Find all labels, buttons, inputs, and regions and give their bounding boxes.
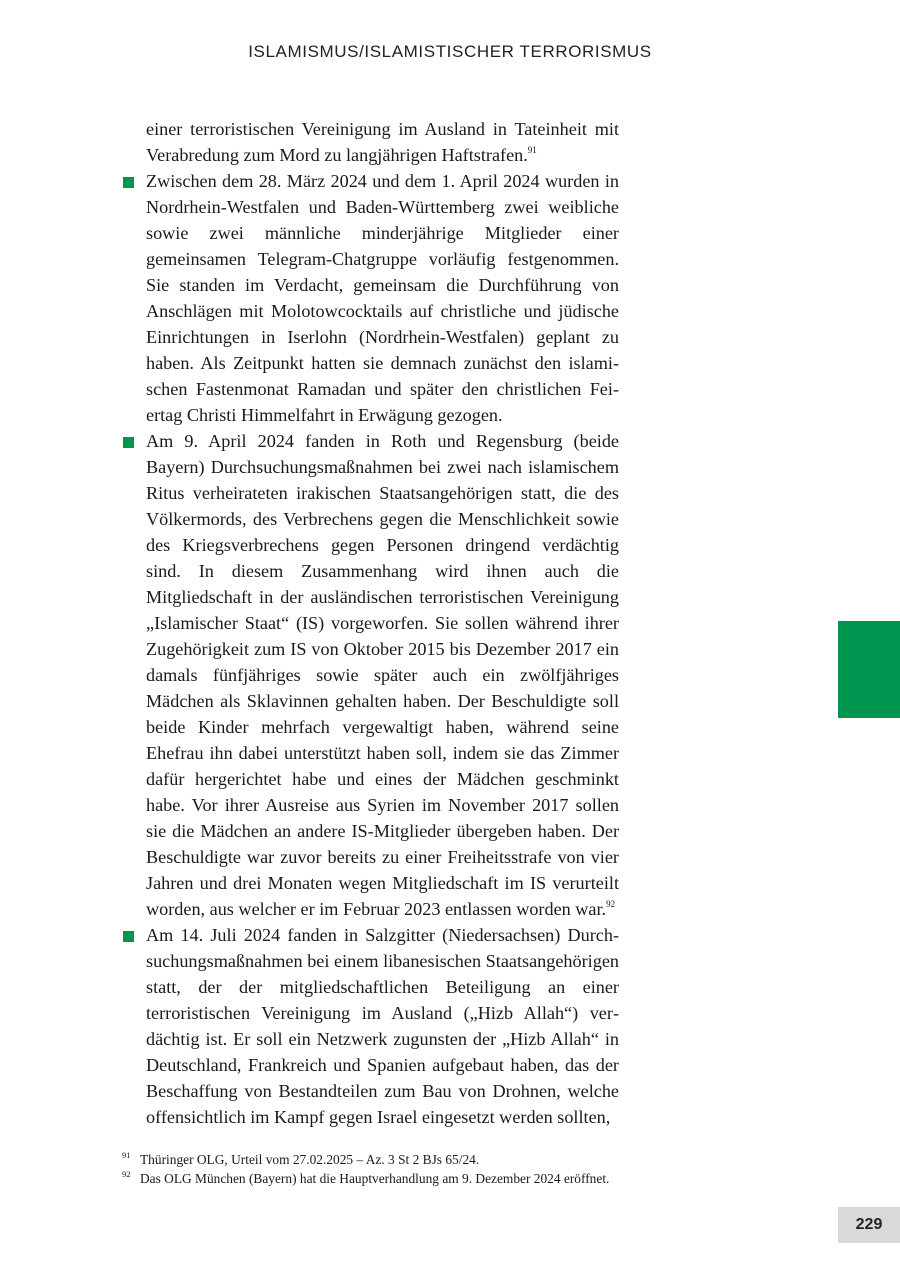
bullet-item-text: Am 9. April 2024 fanden in Roth und Regensburg (beide Bayern) Durchsuchungsmaßnahmen bei zwei nach islamischem Ritus verheirateten irakischen Staatsangehörigen statt, die des Völkermords, des Verbrechens gegen die Menschlichkeit sowie des Kriegsverbrechens gegen Personen dringend verdächtig sind. In diesem Zusammenhang wird ihnen auch die Mitgliedschaft in der ausländischen terroristischen Vereinigung „Islamischer Staat“ (IS) vorgeworfen. Sie sollen während ihrer Zugehörigkeit zum IS von Oktober 2015 bis Dezember 2017 ein damals fünfjähriges sowie später auch ein zwölfjähriges Mädchen als Sklavinnen gehalten haben. Der Beschuldigte soll beide Kinder mehrfach vergewaltigt haben, während seine Ehefrau ihn dabei unterstützt haben soll, indem sie das Zimmer dafür hergerichtet habe und eines der Mädchen geschminkt habe. Vor ihrer Ausreise aus Syrien im November 2017 sollen sie die Mädchen an andere IS-Mitglieder übergeben haben. Der Beschuldigte war zuvor bereits zu einer Freiheitsstrafe von vier Jahren und drei Monaten wegen Mitgliedschaft im IS verurteilt worden, aus welcher er im Februar 2023 entlassen worden war. — [146, 431, 619, 919]
bullet-item — [146, 922, 619, 1130]
square-bullet-icon — [123, 931, 134, 942]
running-header — [0, 42, 900, 62]
footnote-text: Thüringer OLG, Urteil vom 27.02.2025 – Az. 3 St 2 BJs 65/24. — [140, 1152, 480, 1167]
footnote-text: Das OLG München (Bayern) hat die Hauptverhandlung am 9. Dezember 2024 eröffnet. — [140, 1171, 610, 1186]
bullet-item — [146, 428, 619, 922]
page-number: 229 — [838, 1207, 900, 1243]
bullet-item-text: Am 14. Juli 2024 fanden in Salzgitter (Niedersachsen) Durchsuchungsmaßnahmen bei einem libanesischen Staatsangehörigen statt, der der mitgliedschaftlichen Beteiligung an einer terroristischen Vereinigung im Ausland („Hizb Allah“) verdächtig ist. Er soll ein Netzwerk zugunsten der „Hizb Allah“ in Deutschland, Frankreich und Spanien aufgebaut haben, das der Beschaffung von Bestandteilen zum Bau von Drohnen, welche offensichtlich im Kampf gegen Israel eingesetzt werden sollten, — [146, 925, 619, 1127]
bullet-item-text: Zwischen dem 28. März 2024 und dem 1. April 2024 wurden in Nordrhein-Westfalen und Baden-Württemberg zwei weibliche sowie zwei männliche minderjährige Mitglieder einer gemeinsamen Telegram-Chatgruppe vorläufig festgenommen. Sie standen im Verdacht, gemeinsam die Durchführung von Anschlägen mit Molotowcocktails auf christliche und jüdische Einrichtungen in Iserlohn (Nordrhein-Westfalen) geplant zu haben. Als Zeitpunkt hatten sie demnach zunächst den islamischen Fastenmonat Ramadan und später den christlichen Feiertag Christi Himmelfahrt in Erwägung gezogen. — [146, 171, 619, 425]
footnote-number: 92 — [122, 1169, 131, 1179]
body-text — [146, 116, 619, 1130]
square-bullet-icon — [123, 177, 134, 188]
running-header-title: ISLAMISMUS/ISLAMISTISCHER TERRORISMUS — [248, 42, 652, 61]
chapter-side-tab — [838, 621, 900, 718]
footnote — [122, 1169, 620, 1188]
intro-text: einer terroristischen Vereinigung im Ausland in Tateinheit mit Verabredung zum Mord zu langjährigen Haftstrafen. — [146, 119, 619, 165]
footnote-number: 91 — [122, 1150, 131, 1160]
footnotes — [122, 1150, 620, 1188]
footnote-ref: 91 — [527, 145, 537, 155]
square-bullet-icon — [123, 437, 134, 448]
footnote — [122, 1150, 620, 1169]
bullet-item — [146, 168, 619, 428]
footnote-ref: 92 — [606, 899, 616, 909]
intro-paragraph — [146, 116, 619, 168]
